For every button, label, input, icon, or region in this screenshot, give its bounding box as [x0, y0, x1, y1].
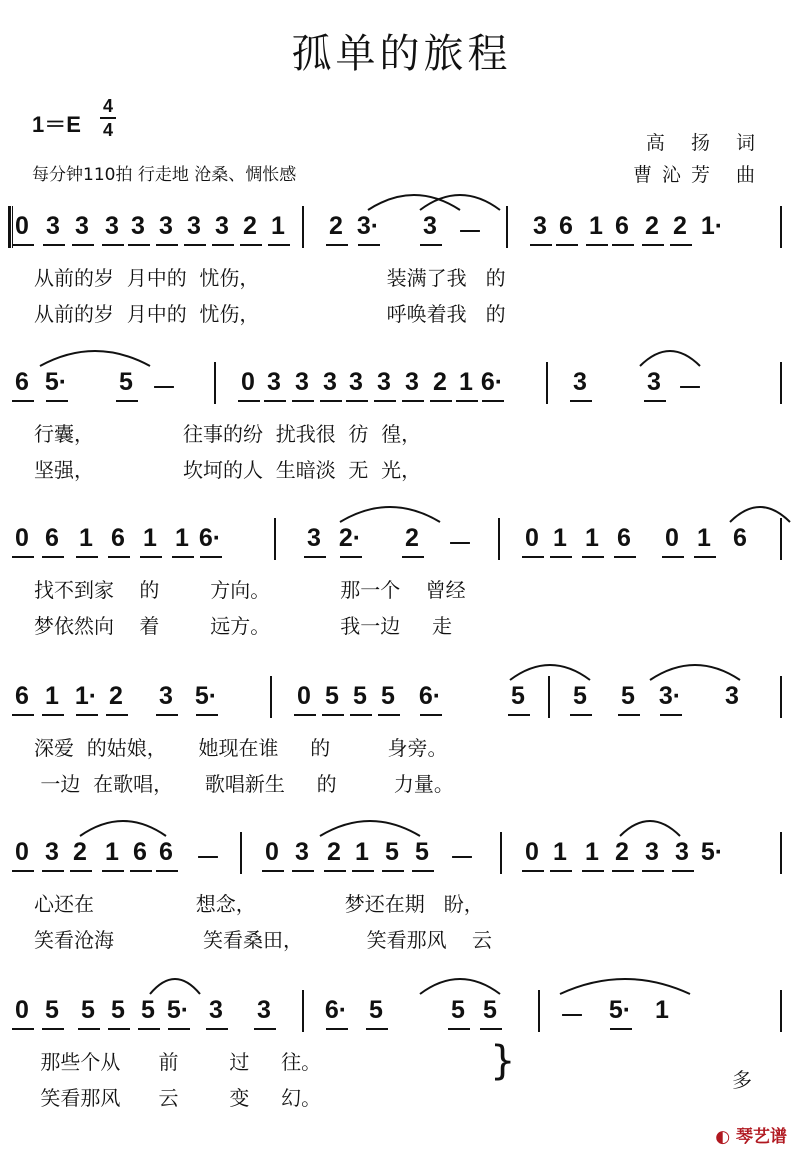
note: 6 [133, 838, 147, 866]
beam-underline [324, 870, 346, 872]
slur [40, 351, 150, 366]
beam-underline [108, 1028, 130, 1030]
beam-underline [326, 1028, 348, 1030]
beam-underline [138, 1028, 160, 1030]
logo-icon: ◐ [715, 1127, 736, 1147]
note: 2 [673, 212, 687, 240]
note: 3 [675, 838, 689, 866]
beam-underline [448, 1028, 470, 1030]
note: 5 [141, 996, 155, 1024]
note: 3 [323, 368, 337, 396]
beam-underline [402, 556, 424, 558]
note: 3 [645, 838, 659, 866]
beam-underline [366, 1028, 388, 1030]
note: 2 [433, 368, 447, 396]
note: 1 [79, 524, 93, 552]
beam-underline [456, 400, 478, 402]
note: 2 [615, 838, 629, 866]
note: 3 [215, 212, 229, 240]
note: 1 [143, 524, 157, 552]
beam-underline [254, 1028, 276, 1030]
note: 5 [111, 996, 125, 1024]
note: 5· [194, 682, 218, 710]
note: 1 [175, 524, 189, 552]
note: 1 [45, 682, 59, 710]
note: 0 [265, 838, 279, 866]
note: 0 [15, 212, 29, 240]
beam-underline [12, 556, 34, 558]
slur [730, 507, 790, 522]
beam-underline [570, 400, 592, 402]
note: 1 [459, 368, 473, 396]
beam-underline [42, 714, 64, 716]
beam-underline [200, 556, 222, 558]
note: 2· [338, 524, 362, 552]
beam-underline [412, 870, 434, 872]
lyrics-verse-1: 心还在 想念， 梦还在期 盼， [34, 892, 484, 916]
note: 3 [159, 682, 173, 710]
note: 1 [585, 838, 599, 866]
continuation-note: 多 [732, 1068, 752, 1092]
beam-underline [156, 870, 178, 872]
beam-underline [430, 400, 452, 402]
note: 3 [159, 212, 173, 240]
song-title: 孤单的旅程 [291, 31, 512, 77]
beam-underline [78, 1028, 100, 1030]
beam-underline [12, 244, 34, 246]
lyrics-verse-1: 从前的岁 月中的 忧伤， 装满了我 的 [34, 266, 506, 290]
beam-underline [168, 1028, 190, 1030]
note-row [0, 996, 803, 1036]
note: 3 [105, 212, 119, 240]
slur [420, 979, 500, 994]
lyrics-verse-1: 那些个从 前 过 往。 [34, 1050, 322, 1074]
beam-underline [378, 714, 400, 716]
tempo-marking: 每分钟110拍 行走地 沧桑、惆怅感 [32, 165, 297, 185]
note: 5· [44, 368, 68, 396]
beam-underline [612, 870, 634, 872]
slur [150, 979, 200, 994]
note: 6 [617, 524, 631, 552]
note: 0 [15, 996, 29, 1024]
beam-underline [530, 244, 552, 246]
note: 1 [697, 524, 711, 552]
note: 3 [377, 368, 391, 396]
beam-underline [322, 714, 344, 716]
note: － [195, 844, 221, 872]
note: 3 [725, 682, 739, 710]
beam-underline [482, 400, 504, 402]
beam-underline [43, 244, 65, 246]
note: 3 [45, 838, 59, 866]
note: 5 [369, 996, 383, 1024]
note: 1· [74, 682, 98, 710]
key-signature: 1＝E [32, 112, 81, 137]
note: 3 [533, 212, 547, 240]
note: 3 [349, 368, 363, 396]
beam-underline [618, 714, 640, 716]
repeat-brace: } [490, 1038, 516, 1084]
beam-underline [108, 556, 130, 558]
slur [640, 351, 700, 366]
note: 6· [480, 368, 504, 396]
meter-top: 4 [102, 96, 113, 116]
note: 3 [46, 212, 60, 240]
note: 2 [327, 838, 341, 866]
note: 5 [385, 838, 399, 866]
slur [560, 979, 690, 994]
beam-underline [292, 400, 314, 402]
note: 3 [647, 368, 661, 396]
slur-arcs [0, 810, 803, 840]
lyrics-verse-2: 笑看沧海 笑看桑田， 笑看那风 云 [34, 928, 493, 952]
note: 0 [297, 682, 311, 710]
lyricist-credit: 高 扬 词 [645, 132, 765, 154]
lyrics-verse-1: 深爱 的姑娘， 她现在谁 的 身旁。 [34, 736, 448, 760]
lyrics-verse-2: 梦依然向 着 远方。 我一边 走 [34, 614, 453, 638]
note: 6 [45, 524, 59, 552]
note: 3 [187, 212, 201, 240]
beam-underline [642, 244, 664, 246]
note: 5 [511, 682, 525, 710]
note: 5 [81, 996, 95, 1024]
note: 6 [15, 682, 29, 710]
beam-underline [76, 714, 98, 716]
time-signature [100, 96, 116, 140]
lyrics-verse-1: 行囊， 往事的纷 扰我很 彷 徨， [34, 422, 422, 446]
beam-underline [304, 556, 326, 558]
beam-underline [352, 870, 374, 872]
note: 3 [405, 368, 419, 396]
note: 0 [241, 368, 255, 396]
beam-underline [582, 870, 604, 872]
note: 6 [159, 838, 173, 866]
beam-underline [350, 714, 372, 716]
note: 5 [381, 682, 395, 710]
beam-underline [660, 714, 682, 716]
watermark-logo [715, 1122, 787, 1147]
beam-underline [320, 400, 342, 402]
note: 3 [267, 368, 281, 396]
beam-underline [550, 556, 572, 558]
lyrics-verse-2: 坚强， 坎坷的人 生暗淡 无 光， [34, 458, 422, 482]
note: 1 [585, 524, 599, 552]
note: 3 [75, 212, 89, 240]
note: 5 [573, 682, 587, 710]
beam-underline [172, 556, 194, 558]
slur [320, 821, 420, 836]
note: 5· [700, 838, 724, 866]
beam-underline [358, 244, 380, 246]
beam-underline [672, 870, 694, 872]
note: 2 [405, 524, 419, 552]
note: 6 [15, 368, 29, 396]
beam-underline [106, 714, 128, 716]
note: 3 [131, 212, 145, 240]
note: 3· [658, 682, 682, 710]
note: 1 [355, 838, 369, 866]
note: － [151, 374, 177, 402]
beam-underline [42, 556, 64, 558]
slur [510, 665, 590, 680]
note: 5 [483, 996, 497, 1024]
note: 6 [111, 524, 125, 552]
beam-underline [420, 714, 442, 716]
logo-text: 琴艺谱 [736, 1127, 787, 1147]
note: 5· [608, 996, 632, 1024]
beam-underline [522, 870, 544, 872]
beam-underline [586, 244, 608, 246]
beam-underline [238, 400, 260, 402]
note: － [447, 530, 473, 558]
beam-underline [694, 556, 716, 558]
note: 3 [257, 996, 271, 1024]
beam-underline [268, 244, 290, 246]
beam-underline [670, 244, 692, 246]
note: 1 [655, 996, 669, 1024]
beam-underline [156, 244, 178, 246]
note: － [677, 374, 703, 402]
beam-underline [402, 400, 424, 402]
note: 3 [295, 368, 309, 396]
note: － [457, 218, 483, 246]
slur-arcs [0, 340, 803, 370]
beam-underline [614, 556, 636, 558]
note: 5 [325, 682, 339, 710]
beam-underline [72, 244, 94, 246]
beam-underline [46, 400, 68, 402]
beam-underline [612, 244, 634, 246]
slur-arcs [0, 968, 803, 998]
note: 5 [621, 682, 635, 710]
note: 5· [166, 996, 190, 1024]
beam-underline [12, 1028, 34, 1030]
note: 3· [356, 212, 380, 240]
note: 1 [271, 212, 285, 240]
beam-underline [382, 870, 404, 872]
beam-underline [116, 400, 138, 402]
note: － [559, 1002, 585, 1030]
beam-underline [508, 714, 530, 716]
note: 3 [307, 524, 321, 552]
beam-underline [374, 400, 396, 402]
note: 3 [573, 368, 587, 396]
note: 0 [15, 524, 29, 552]
beam-underline [264, 400, 286, 402]
beam-underline [420, 244, 442, 246]
beam-underline [662, 556, 684, 558]
beam-underline [556, 244, 578, 246]
beam-underline [12, 400, 34, 402]
beam-underline [12, 714, 34, 716]
lyrics-verse-2: 从前的岁 月中的 忧伤， 呼唤着我 的 [34, 302, 506, 326]
beam-underline [522, 556, 544, 558]
beam-underline [42, 870, 64, 872]
note: 1· [700, 212, 724, 240]
note: 3 [209, 996, 223, 1024]
lyrics-verse-2: 笑看那风 云 变 幻。 [34, 1086, 322, 1110]
beam-underline [570, 714, 592, 716]
beam-underline [326, 244, 348, 246]
note-row [0, 524, 803, 564]
beam-underline [102, 244, 124, 246]
beam-underline [644, 400, 666, 402]
beam-underline [346, 400, 368, 402]
note: 2 [73, 838, 87, 866]
beam-underline [184, 244, 206, 246]
beam-underline [42, 1028, 64, 1030]
beam-underline [294, 714, 316, 716]
beam-underline [12, 870, 34, 872]
note: 0 [525, 838, 539, 866]
note: 2 [645, 212, 659, 240]
note: 2 [329, 212, 343, 240]
note: 3 [295, 838, 309, 866]
meter-bottom: 4 [102, 120, 113, 140]
beam-underline [582, 556, 604, 558]
beam-underline [340, 556, 362, 558]
note: 6 [615, 212, 629, 240]
beam-underline [550, 870, 572, 872]
slur-arcs [0, 496, 803, 526]
slur-arcs [0, 654, 803, 684]
beam-underline [240, 244, 262, 246]
composer-credit: 曹沁芳 曲 [632, 164, 765, 186]
beam-underline [610, 1028, 632, 1030]
note-row [0, 838, 803, 878]
slur [650, 665, 740, 680]
beam-underline [480, 1028, 502, 1030]
meter-bar [100, 117, 116, 119]
note: 6 [559, 212, 573, 240]
note: 0 [15, 838, 29, 866]
beam-underline [212, 244, 234, 246]
note-row [0, 212, 803, 252]
note: 0 [665, 524, 679, 552]
note: 0 [525, 524, 539, 552]
note: 1 [553, 524, 567, 552]
beam-underline [130, 870, 152, 872]
beam-underline [206, 1028, 228, 1030]
lyrics-verse-1: 找不到家 的 方向。 那一个 曾经 [34, 578, 466, 602]
beam-underline [76, 556, 98, 558]
note: 3 [423, 212, 437, 240]
note: 2 [109, 682, 123, 710]
note-row [0, 682, 803, 722]
note: 5 [451, 996, 465, 1024]
beam-underline [128, 244, 150, 246]
note: 6 [733, 524, 747, 552]
beam-underline [292, 870, 314, 872]
beam-underline [196, 714, 218, 716]
note-row [0, 368, 803, 408]
slur [620, 821, 680, 836]
slur-arcs [0, 184, 803, 214]
beam-underline [156, 714, 178, 716]
note: 5 [45, 996, 59, 1024]
note: 6· [324, 996, 348, 1024]
beam-underline [262, 870, 284, 872]
note: 1 [105, 838, 119, 866]
note: 1 [589, 212, 603, 240]
beam-underline [642, 870, 664, 872]
note: 5 [415, 838, 429, 866]
beam-underline [102, 870, 124, 872]
note: 5 [353, 682, 367, 710]
note: 6· [198, 524, 222, 552]
note: 1 [553, 838, 567, 866]
note: 5 [119, 368, 133, 396]
slur [80, 821, 166, 836]
note: 6· [418, 682, 442, 710]
beam-underline [70, 870, 92, 872]
lyrics-verse-2: 一边 在歌唱， 歌唱新生 的 力量。 [34, 772, 454, 796]
note: － [449, 844, 475, 872]
note: 2 [243, 212, 257, 240]
slur [340, 507, 440, 522]
beam-underline [140, 556, 162, 558]
